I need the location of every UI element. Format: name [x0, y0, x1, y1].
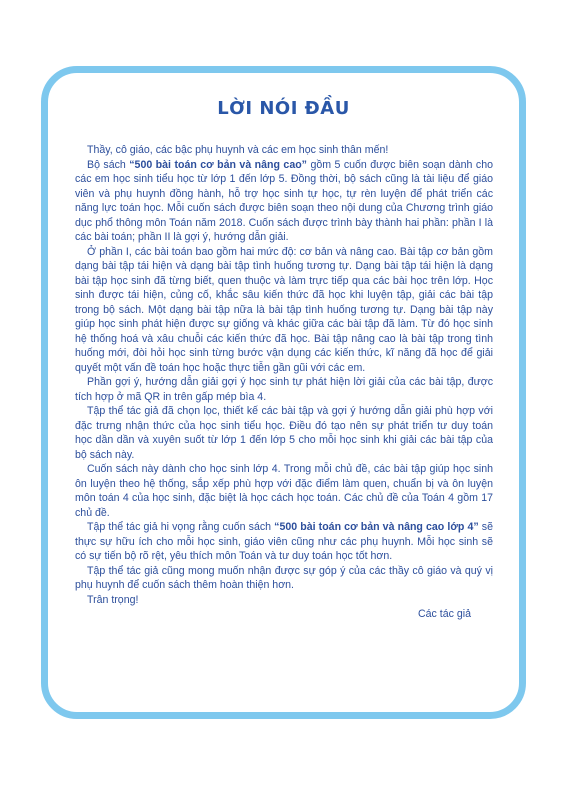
paragraph: Tập thể tác giả hi vọng rằng cuốn sách “500 bài toán cơ bản và nâng cao lớp 4” sẽ thực sự hữu ích cho mỗi học sinh, giáo viên cũng như các phụ huynh. Mỗi học sinh sẽ có sự tiến bộ rõ rệt, yêu thích môn Toán và tư duy toán học tốt hơn. [75, 521, 493, 562]
paragraph: Tập thể tác giả cũng mong muốn nhận được sự góp ý của các thầy cô giáo và quý vị phụ huynh để cuốn sách thêm hoàn thiện hơn. [75, 564, 493, 591]
book-title: “500 bài toán cơ bản và nâng cao” [129, 158, 307, 171]
paragraph: Bộ sách “500 bài toán cơ bản và nâng cao” gồm 5 cuốn được biên soạn dành cho các em học sinh tiểu học từ lớp 1 đến lớp 5. Đồng thời, bộ sách cũng là tài liệu để giáo viên và phụ huynh đồng hành, hỗ trợ học sinh tự học, tự rèn luyện để phát triển các năng lực toán học. Mỗi cuốn sách được biên soạn theo nội dung của Chương trình giáo dục phổ thông môn Toán năm 2018. Cuốn sách được trình bày thành hai phần: phần I là các bài toán; phần II là gợi ý, hướng dẫn giải. [75, 158, 493, 243]
page-title: LỜI NÓI ĐẦU [217, 98, 350, 119]
paragraph: Thầy, cô giáo, các bậc phụ huynh và các em học sinh thân mến! [87, 144, 389, 156]
paragraph: Tập thể tác giả đã chọn lọc, thiết kế các bài tập và gợi ý hướng dẫn giải phù hợp với đặc trưng nhận thức của học sinh tiểu học. Điều đó tạo nên sự phát triển tư duy toán học dần dần và xuyên suốt từ lớp 1 đến lớp 5 cho mỗi học sinh khi giải các bài tập của bộ sách này. [75, 405, 493, 461]
paragraph: Cuốn sách này dành cho học sinh lớp 4. Trong mỗi chủ đề, các bài tập giúp học sinh ôn luyện theo hệ thống, sắp xếp phù hợp với đặc điểm làm quen, chuẩn bị và ôn luyện môn toán 4 của học sinh, đặc biệt là học cách học toán. Các chủ đề của Toán 4 gồm 17 chủ đề. [75, 463, 493, 519]
closing-line: Trân trọng! [87, 593, 139, 606]
paragraph: Ở phần I, các bài toán bao gồm hai mức độ: cơ bản và nâng cao. Bài tập cơ bản gồm dạng bài tập tái hiện và dạng bài tập tình huống tương tự. Dạng bài tập tái hiện là dạng bài tập học sinh đã từng biết, quen thuộc và làm trực tiếp qua các bài học trên lớp. Học sinh được tái hiện, củng cố, khắc sâu kiến thức đã học khi luyện tập, giải các bài tập trong bộ sách. Một dạng bài tập nữa là bài tập tình huống tương tự. Dạng bài tập này giúp học sinh phát hiện được sự giống và khác giữa các bài tập đã làm. Từ đó học sinh hệ thống hoá và xâu chuỗi các kiến thức đã học. Bài tập nâng cao là bài tập trong tình huống mới, đòi hỏi học sinh từng bước vận dụng các kiến thức, kĩ năng đã học để giải quyết một vấn đề toán học hoặc thực tiễn gần gũi với các em. [75, 245, 493, 374]
paragraph: Phần gợi ý, hướng dẫn giải gợi ý học sinh tự phát hiện lời giải của các bài tập, được tích hợp ở mã QR in trên gấp mép bìa 4. [75, 376, 493, 403]
preface-frame [41, 66, 526, 719]
preface-body [75, 143, 493, 622]
book-title: “500 bài toán cơ bản và nâng cao lớp 4” [274, 521, 479, 533]
signature: Các tác giả [418, 608, 471, 620]
